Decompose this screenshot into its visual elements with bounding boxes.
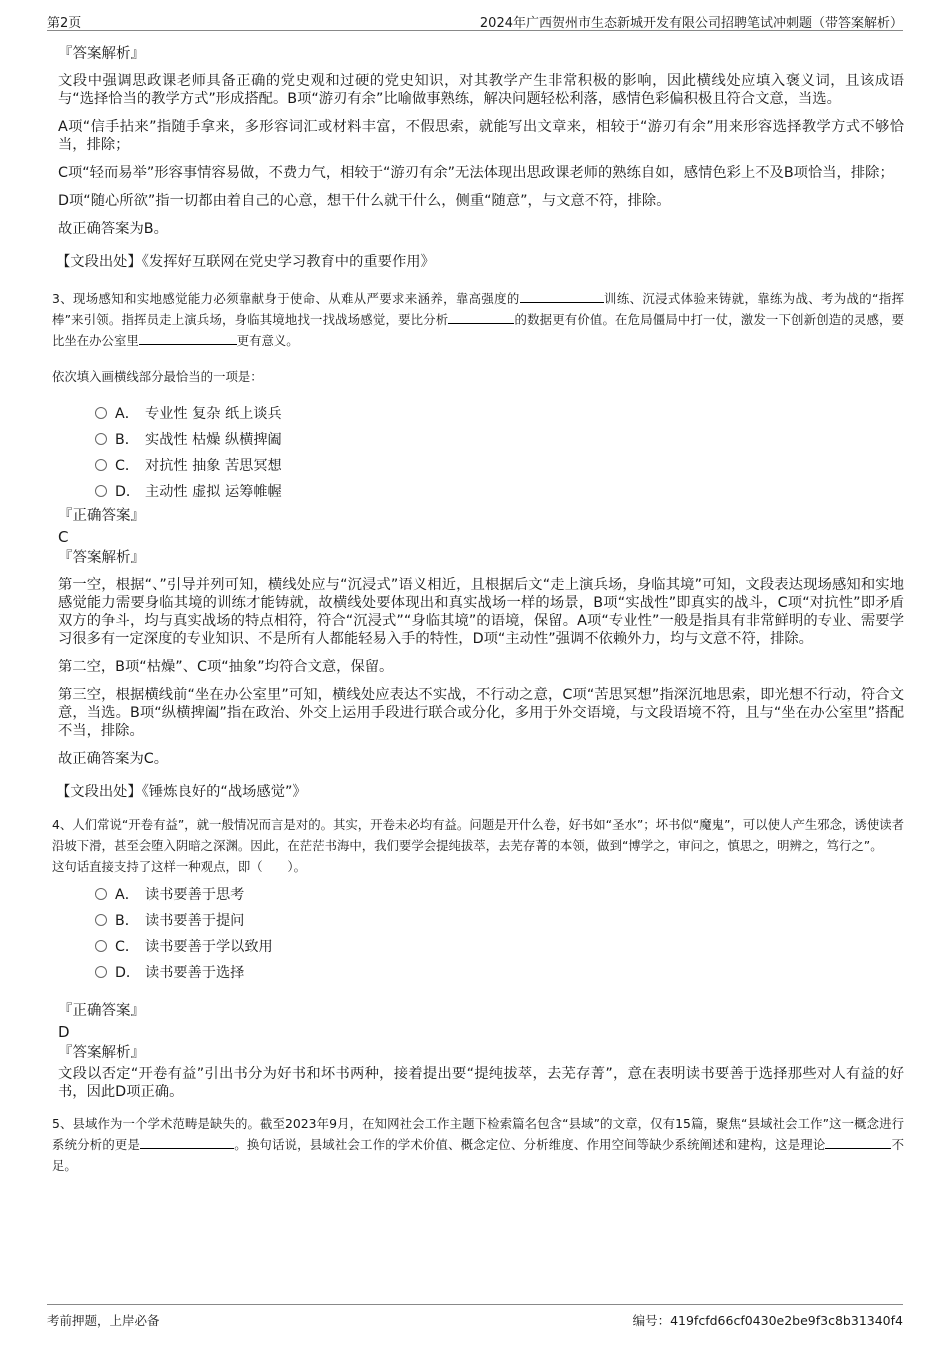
analysis-label: 『答案解析』 (58, 1045, 145, 1061)
answer-label: 『正确答案』 (58, 1003, 145, 1019)
page-number: 第2页 (47, 16, 82, 31)
option-a[interactable]: A． 读书要善于思考 (95, 881, 904, 907)
analysis-paragraph: A项“信手拈来”指随手拿来，多形容词汇或材料丰富，不假思索，就能写出文章来，相较于“游刃有余”用来形容选择教学方式不够恰当，排除； (58, 119, 904, 153)
question-4-text: 4、人们常说“开卷有益”，就一般情况而言是对的。其实，开卷未必均有益。问题是开什么卷，好书如“圣水”；坏书似“魔鬼”，可以使人产生邪念，诱使读者沿坡下滑，甚至会堕入阴暗之深渊。因此，在茫茫书海中，我们要学会提纯拔萃，去芜存菁的本领，做到“博学之，审问之，慎思之，明辨之，笃行之”。 (52, 817, 904, 853)
document-code: 编号：419fcfd66cf0430e2be9f3c8b31340f4 (632, 1313, 903, 1328)
analysis-paragraph: C项“轻而易举”形容事情容易做，不费力气，相较于“游刃有余”无法体现出思政课老师的熟练自如，感情色彩上不及B项恰当，排除； (58, 165, 894, 181)
question-4-prompt: 这句话直接支持了这样一种观点，即（ ）。 (52, 859, 307, 874)
analysis-paragraph: D项“随心所欲”指一切都由着自己的心意，想干什么就干什么，侧重“随意”，与文意不符，排除。 (58, 193, 671, 209)
fill-blank (448, 311, 514, 324)
document-title: 2024年广西贺州市生态新城开发有限公司招聘笔试冲刺题（带答案解析） (479, 16, 903, 31)
radio-button[interactable] (95, 914, 107, 926)
source-citation: 【文段出处】《锤炼良好的“战场感觉”》 (56, 784, 307, 800)
radio-button[interactable] (95, 485, 107, 497)
page-footer (47, 1304, 903, 1331)
option-c[interactable]: C． 对抗性 抽象 苦思冥想 (95, 452, 904, 478)
option-d[interactable]: D． 主动性 虚拟 运筹帷幄 (95, 478, 904, 504)
option-b[interactable]: B． 实战性 枯燥 纵横捭阖 (95, 426, 904, 452)
analysis-paragraph: 故正确答案为B。 (58, 221, 168, 237)
answer-label: 『正确答案』 (58, 508, 145, 524)
fill-blank (825, 1136, 891, 1149)
radio-button[interactable] (95, 966, 107, 978)
question-3-text: 3、现场感知和实地感觉能力必须靠献身于使命、从难从严要求来涵养，靠高强度的 训练、沉浸式体验来铸就，靠练为战、考为战的“指挥棒”来引领。指挥员走上演兵场，身临其境地找一找战场感觉，要比分析 的数据更有价值。在危局僵局中打一仗，激发一下创新创造的灵感，要比坐在办公室里 更有意义。 (52, 291, 905, 348)
fill-blank (520, 290, 604, 303)
fill-blank (140, 1136, 234, 1149)
correct-answer: C (58, 528, 69, 546)
analysis-label: 『答案解析』 (58, 550, 145, 566)
radio-button[interactable] (95, 940, 107, 952)
source-citation: 【文段出处】《发挥好互联网在党史学习教育中的重要作用》 (56, 254, 435, 270)
radio-button[interactable] (95, 459, 107, 471)
analysis-label: 『答案解析』 (58, 46, 145, 62)
analysis-paragraph: 文段中强调思政课老师具备正确的党史观和过硬的党史知识，对其教学产生非常积极的影响，因此横线处应填入褒义词，且该成语与“选择恰当的教学方式”形成搭配。B项“游刃有余”比喻做事熟练，解决问题轻松利落，感情色彩偏积极且符合文意，当选。 (58, 73, 904, 107)
question-5-text: 5、县域作为一个学术范畴是缺失的。截至2023年9月，在知网社会工作主题下检索篇名包含“县域”的文章，仅有15篇，聚焦“县域社会工作”这一概念进行系统分析的更是 。换句话说，县域社会工作的学术价值、概念定位、分析维度、作用空间等缺少系统阐述和建构，这是理论 不足。 (52, 1116, 905, 1173)
question-3-options (95, 400, 904, 504)
analysis-paragraph: 文段以否定“开卷有益”引出书分为好书和坏书两种，接着提出要“提纯拔萃，去芜存菁”，意在表明读书要善于选择那些对人有益的好书，因此D项正确。 (58, 1066, 904, 1100)
radio-button[interactable] (95, 433, 107, 445)
document-body (52, 44, 904, 1176)
option-b[interactable]: B． 读书要善于提问 (95, 907, 904, 933)
footer-slogan: 考前押题，上岸必备 (47, 1313, 160, 1328)
question-4-options (95, 881, 904, 985)
analysis-paragraph: 故正确答案为C。 (58, 751, 169, 767)
fill-blank (139, 332, 237, 345)
analysis-paragraph: 第一空，根据“、”引导并列可知，横线处应与“沉浸式”语义相近，且根据后文“走上演兵场，身临其境”可知，文段表达现场感知和实地感觉能力需要身临其境的训练才能铸就，故横线处要体现出和真实战场一样的场景，B项“实战性”即真实的战斗，C项“对抗性”即矛盾双方的争斗，均与真实战场的特点相符，符合“沉浸式”“身临其境”的语境，保留。A项“专业性”一般是指具有非常鲜明的专业、需要学习很多有一定深度的专业知识、不是所有人都能轻易入手的特性，D项“主动性”强调不依赖外力，均与文意不符，排除。 (58, 577, 904, 647)
page-header (47, 8, 903, 31)
question-instruction: 依次填入画横线部分最恰当的一项是： (52, 369, 263, 384)
correct-answer: D (58, 1023, 70, 1041)
option-c[interactable]: C． 读书要善于学以致用 (95, 933, 904, 959)
radio-button[interactable] (95, 407, 107, 419)
option-d[interactable]: D． 读书要善于选择 (95, 959, 904, 985)
radio-button[interactable] (95, 888, 107, 900)
analysis-paragraph: 第二空，B项“枯燥”、C项“抽象”均符合文意，保留。 (58, 659, 394, 675)
option-a[interactable]: A． 专业性 复杂 纸上谈兵 (95, 400, 904, 426)
analysis-paragraph: 第三空，根据横线前“坐在办公室里”可知，横线处应表达不实战，不行动之意，C项“苦思冥想”指深沉地思索，即光想不行动，符合文意，当选。B项“纵横捭阖”指在政治、外交上运用手段进行联合或分化，多用于外交语境，与文段语境不符，且与“坐在办公室里”搭配不当，排除。 (58, 687, 904, 739)
